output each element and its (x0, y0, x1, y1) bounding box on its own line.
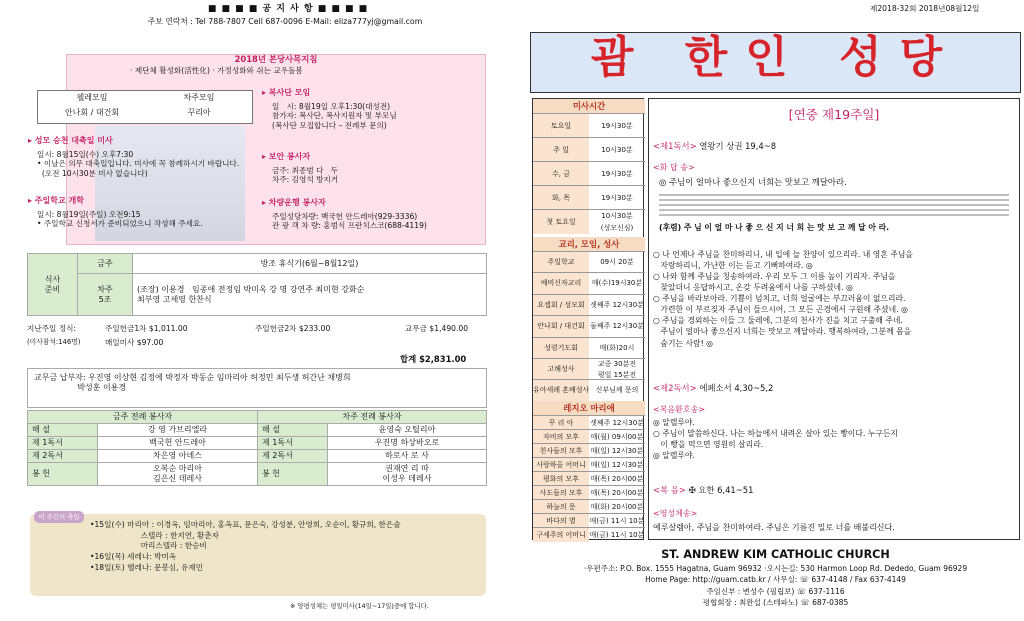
schedule-key: 자비의 모후 (533, 430, 589, 444)
schedule-value: 19시30분 (601, 194, 633, 202)
schedule-catechism-head: 교리, 모임, 성사 (533, 237, 645, 251)
section-altar: ▸ 복사단 모임 (262, 88, 311, 97)
schedule-key: 토요일 (533, 114, 589, 138)
reading2: 에페소서 4,30~5,2 (699, 383, 774, 393)
notice-title: ■ ■ ■ ■ 공 지 사 항 ■ ■ ■ ■ (207, 4, 369, 14)
communion-label: <영성체송> (653, 509, 698, 518)
schedule-row (533, 527, 645, 541)
schedule-value: 19시30분 (601, 122, 633, 130)
duty-head-this: 금주 전례 봉사자 (28, 411, 258, 424)
donors-list: 교무금 납부자: 우진영 이상현 김정에 박정자 박동순 임마리아 허정민 최두생 허간난 채병희 박성훈 이용경 (27, 368, 487, 408)
schedule-value: 10시30분 (성모신심) (600, 212, 634, 232)
duty-head-next: 차주 전례 봉사자 (258, 411, 487, 424)
psalm-text: ◎ 주님이 얼마나 좋으신지 너희는 맛보고 깨달아라. (659, 177, 847, 187)
schedule-row (533, 471, 645, 485)
schedule-value: 매(금) 11시 10분 (589, 517, 645, 525)
pastor-line: 주임신부 : 변성수 (필립보) ☏ 637-1116 (706, 587, 845, 596)
meeting-label-this-week: 웰레모임 (76, 93, 108, 102)
schedule-row (533, 358, 645, 379)
gospel-acclamation-label: <복음환호송> (653, 405, 706, 414)
schedule-value: 10시30분 (601, 146, 633, 154)
schedule-panel (532, 98, 644, 540)
meeting-box (37, 90, 253, 124)
refrain-text: (후렴) 주 님 이 얼 마 나 좋 으 신 지 너 희 는 맛 보 고 깨 달 아 라. (659, 223, 890, 232)
section-school-body: 일시: 8월19일(주일) 오전9:15 • 주일학교 신청서가 준비되었으니 작성해 주세요. (37, 210, 203, 229)
schedule-key: 고해성사 (533, 359, 589, 380)
schedule-row (533, 315, 645, 336)
psalm-verses: ○ 나 언제나 주님을 찬미하리니, 내 입에 늘 찬양이 있으리라. 내 영혼 주님을 자랑하리니, 가난한 이는 듣고 기뻐하여라. ◎ ○ 나와 함께 주님을 칭송하여라. 우리 모두 그 이름 높이 기리자. 주님을 찾았더니 응답하시고, 온갖 두려움에서 나를 구하셨네. ◎ ○ 주님을 바라보아라. 기쁨이 넘치고, 너희 얼굴에는 부끄러움이 없으리라. 가련한 이 부르짖자 주님이 들으시어, 그 모든 곤경에서 구원해 주셨네. ◎ ○ 주님을 경외하는 이들 그 둘레에, 그분의 천사가 진을 치고 구출해 주네. 주님이 얼마나 좋으신지 너희는 맛보고 깨달아라. 행복하여라, 그분께 몸을 숨기는 사람! ◎ (653, 250, 913, 348)
schedule-key: 꾸 리 아 (533, 416, 589, 430)
duty-role: 제 1독서 (258, 437, 328, 450)
duty-person: 하로사 로 사 (328, 450, 487, 463)
schedule-key: 구세주의 어머니 (533, 528, 589, 542)
schedule-key: 평화의 모후 (533, 472, 589, 486)
schedule-value: 둘째주 12시30분 (590, 322, 644, 331)
finance-offering-2: 주일헌금2차 $233.00 (255, 324, 331, 333)
schedule-row (533, 272, 645, 293)
schedule-key: 요셉회 / 성모회 (533, 295, 589, 316)
schedule-row (533, 429, 645, 443)
schedule-row (533, 113, 645, 137)
duty-person: 백국헌 안드레아 (98, 437, 258, 450)
schedule-key: 사랑하올 어머니 (533, 458, 589, 472)
schedule-row (533, 443, 645, 457)
duty-role: 제 2독서 (258, 450, 328, 463)
schedule-row (533, 337, 645, 358)
schedule-value: 매(목) 20시00분 (590, 489, 644, 497)
section-school: ▸ 주일학교 개학 (28, 196, 84, 205)
reading1: 열왕기 상권 19,4~8 (699, 141, 777, 151)
duty-person: 권재연 리 따 이성우 데레사 (328, 463, 487, 486)
meal-label: 식사 준비 (28, 254, 78, 316)
communion-text: 예루살렘아, 주님을 찬미하여라. 주님은 기름진 밀로 너를 배불리신다. (653, 523, 895, 532)
finance-label: 지난주일 정식: (27, 324, 76, 333)
feast-list: •15일(수) 마리아 : 이경옥, 임마리아, 홍옥표, 문은숙, 강성분, 안영희, 오순이, 황규희, 한은술 스텔라 : 한지연, 황춘자 마리스텔라 : 한승비 •16일(목) 세레나: 박미옥 •18일(토) 헬레나: 문봉심, 유재민 (90, 520, 401, 572)
duty-role: 봉 헌 (28, 463, 98, 486)
schedule-row (533, 161, 645, 185)
duty-person: 강 영 가브리엘라 (98, 424, 258, 437)
issue-number: 제2018-32회 2018년08월12일 (870, 4, 980, 13)
schedule-key: 천사들의 모후 (533, 444, 589, 458)
schedule-value: 매(화)20시 (599, 343, 635, 352)
duty-role: 봉 헌 (258, 463, 328, 486)
duty-person: 오복순 마리아 김은신 데레사 (98, 463, 258, 486)
schedule-row (533, 209, 645, 233)
duty-role: 제 2독서 (28, 450, 98, 463)
section-assumption: ▸ 성모 승천 대축일 미사 (28, 136, 113, 145)
pastoral-sub: · 제단체 활성화(活性化) · 가정성화와 쉬는 교우돌봄 (130, 66, 303, 75)
schedule-value: 셋째주 12시30분 (590, 300, 644, 309)
finance-daily-mass: 매일미사 $97.00 (105, 338, 164, 347)
meeting-val-this-week: 안나회 / 대건회 (64, 108, 120, 117)
schedule-key: 하늘의 문 (533, 500, 589, 514)
church-title: 괌 한인 성당 (590, 32, 961, 83)
feast-label: 이 주간의 축일 (34, 511, 84, 523)
section-altar-body: 일 시: 8월19일 오후1:30(대성전) 참가자: 복사단, 복사지원자 및 부모님 (복사단 모집합니다 – 전례부 문의) (272, 102, 397, 130)
schedule-row (533, 379, 645, 400)
schedule-row (533, 185, 645, 209)
schedule-value: 매(일) 12시30분 (590, 461, 644, 469)
schedule-row (533, 251, 645, 272)
schedule-key: 사도들의 모후 (533, 486, 589, 500)
schedule-key: 주 일 (533, 138, 589, 162)
schedule-key: 바다의 별 (533, 514, 589, 528)
pastoral-title: 2018년 본당사목지침 (234, 54, 318, 64)
reading2-label: <제2독서> (653, 383, 697, 393)
music-staff (659, 191, 1009, 219)
schedule-value: 매(화) 20시00분 (590, 503, 644, 511)
finance-total: 합계 $2,831.00 (400, 354, 467, 364)
web-line: Home Page: http://guam.catb.kr / 사무실: ☏ 637-4148 / Fax 637-4149 (645, 575, 906, 584)
schedule-value: 셋째주 12시30분 (590, 419, 644, 427)
schedule-row (533, 294, 645, 315)
schedule-key: 주일학교 (533, 252, 589, 273)
meal-table (27, 253, 487, 316)
meal-next-week: 차주 5조 (78, 274, 133, 316)
schedule-key: 화, 목 (533, 186, 589, 210)
schedule-value: 신부님께 문의 (595, 386, 639, 395)
meeting-val-next-week: 꾸리아 (187, 108, 211, 117)
schedule-key: 안나회 / 대건회 (533, 316, 589, 337)
duty-role: 해 설 (258, 424, 328, 437)
schedule-key: 예비신자교리 (533, 273, 589, 294)
contact-line: 주보 연락처 : Tel 788-7807 Cell 687-0096 E-Mail: eliza777yj@gmail.com (147, 17, 423, 26)
section-drivers: ▸ 차량운행 봉사자 (262, 198, 326, 207)
schedule-row (533, 137, 645, 161)
duty-person: 윤영숙 오틸리아 (328, 424, 487, 437)
schedule-value: 09시 20분 (600, 258, 634, 266)
duty-role: 해 설 (28, 424, 98, 437)
meeting-label-next-week: 차주모임 (183, 93, 215, 102)
gospel: ✠ 요한 6,41~51 (688, 485, 754, 495)
liturgy-duty-table (27, 410, 487, 486)
reading1-label: <제1독서> (653, 141, 697, 151)
gospel-label: <복 음> (653, 485, 686, 495)
schedule-row (533, 485, 645, 499)
schedule-value: 19시30분 (601, 170, 633, 178)
schedule-mass-head: 미사시간 (533, 99, 645, 113)
meal-this-week-text: 방조 휴식기(6월~8월12일) (133, 254, 487, 274)
schedule-value: 매(수)19시30분 (591, 279, 643, 288)
schedule-value: 매(금) 11시 10분 (589, 531, 645, 539)
liturgy-panel (648, 98, 1020, 540)
finance-attendance: (미사참석:146명) (27, 338, 81, 346)
schedule-value: 매(목) 20시00분 (590, 475, 644, 483)
schedule-key: 성령기도회 (533, 338, 589, 359)
schedule-row (533, 415, 645, 429)
schedule-row (533, 513, 645, 527)
schedule-row (533, 499, 645, 513)
footnote: ※ 양평성체는 평일미사(14일~17일)중에 합니다. (290, 602, 429, 610)
gospel-acclamation: ◎ 알렐루야. ○ 주님이 말씀하신다. 나는 하늘에서 내려온 살아 있는 빵이다. 누구든지 이 빵을 먹으면 영원히 살리라. ◎ 알렐루야. (653, 418, 898, 461)
schedule-value: 매(월) 09시00분 (590, 433, 644, 441)
duty-person: 차은영 아녜스 (98, 450, 258, 463)
schedule-value: 교중 30분전 평일 15분전 (597, 360, 637, 379)
psalm-label: <화 답 송> (653, 163, 695, 172)
finance-dues: 교무금 $1,490.00 (405, 324, 469, 333)
liturgy-title: [연중 제19주일] (788, 107, 880, 122)
meal-this-week: 금주 (78, 254, 133, 274)
address-line: ·우편주소: P.O. Box. 1555 Hagatna, Guam 96932 ·오시는길: 530 Harmon Loop Rd. Dededo, Guam 96929 (583, 564, 968, 573)
schedule-key: 수, 금 (533, 162, 589, 186)
section-assumption-body: 일시: 8월15일(수) 오후7:30 • 이날은 의무 대축일입니다. 미사에 꼭 참례하시기 바랍니다. (오전 10시30분 미사 없습니다) (37, 150, 240, 178)
finance-offering-1: 주일헌금1차 $1,011.00 (105, 324, 188, 333)
schedule-key: 첫 토요일 (533, 210, 589, 234)
section-security: ▸ 보안 봉사자 (262, 152, 311, 161)
schedule-value: 매(일) 12시30분 (590, 447, 644, 455)
church-english-name: ST. ANDREW KIM CATHOLIC CHURCH (661, 548, 890, 561)
section-drivers-body: 주일성당차량: 백국헌 안드레아(929-3336) 관 광 객 차 량: 홍범식 프란치스코(688-4119) (272, 212, 427, 231)
schedule-legio-head: 레지오 마리애 (533, 401, 645, 415)
schedule-row (533, 457, 645, 471)
schedule-key: 유아세례 혼배성사 (533, 380, 589, 401)
meal-next-week-text: (조장) 이용경 임종애 전정임 박미옥 강 명 강연주 최미현 강화순 최부영 고세영 한찬식 (133, 274, 487, 316)
council-line: 평협회장 : 최완섭 (스테파노) ☏ 687-0385 (702, 598, 849, 607)
duty-person: 우진명 하상바오로 (328, 437, 487, 450)
duty-role: 제 1독서 (28, 437, 98, 450)
section-security-body: 금주: 최종범 다 두 차주: 김영석 방지거 (272, 166, 339, 185)
